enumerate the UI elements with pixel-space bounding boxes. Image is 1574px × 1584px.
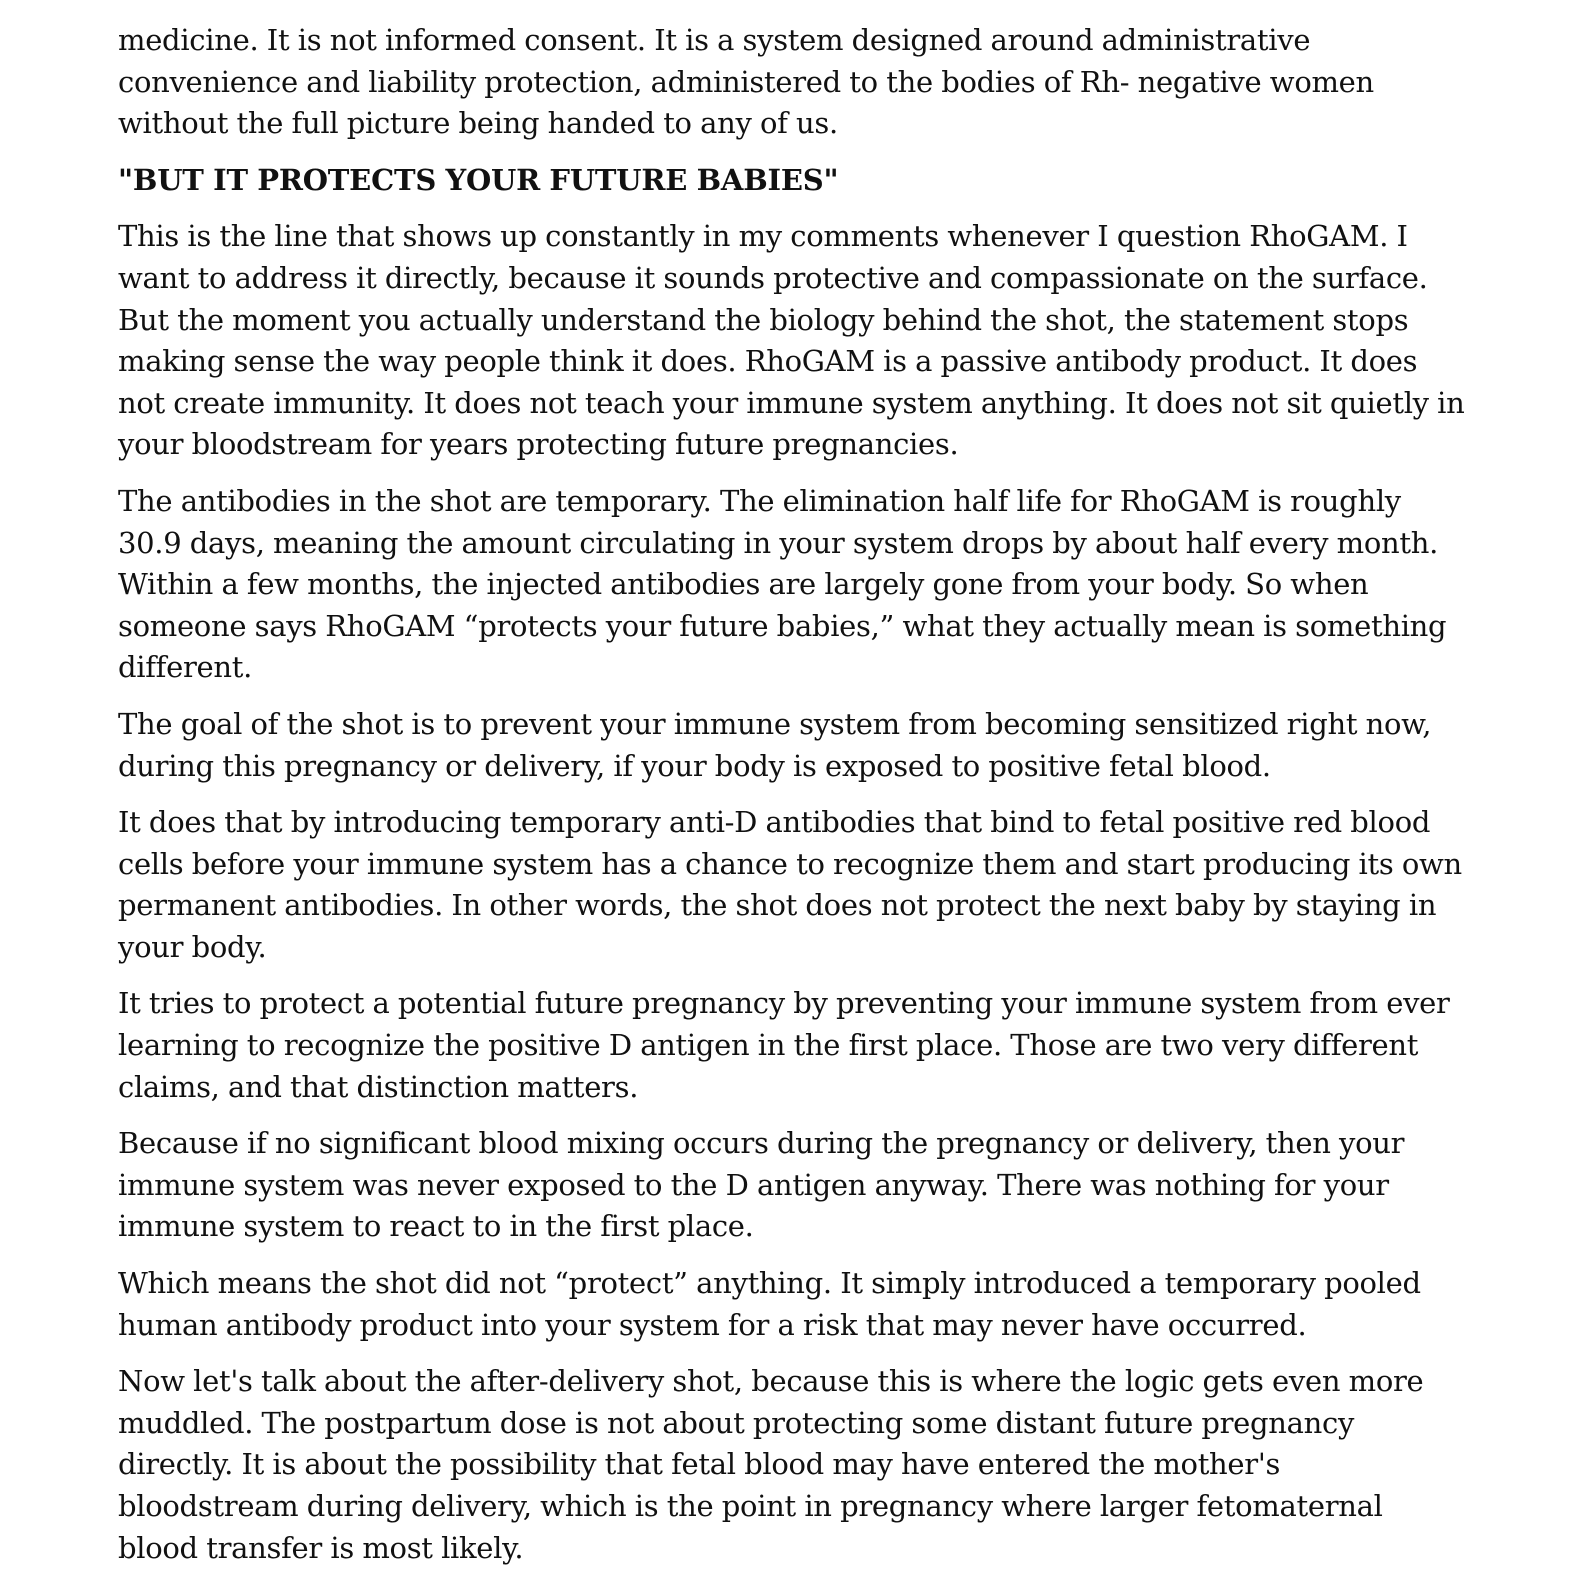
paragraph-6: Because if no significant blood mixing occurs during the pregnancy or delivery, then your immune system was never exposed to the D antigen anyway. There was nothing for your immune system to react to in the first place. (118, 1126, 1405, 1244)
paragraph-4: It does that by introducing temporary anti-D antibodies that bind to fetal positive red blood cells before your immune system has a chance to recognize them and start producing its own permanent antibodies. In other words, the shot does not protect the next baby by staying in your body. (118, 805, 1462, 964)
article-body (118, 20, 1468, 1584)
paragraph-1: This is the line that shows up constantly in my comments whenever I question RhoGAM. I want to address it directly, because it sounds protective and compassionate on the surface. But the moment you actually understand the biology behind the shot, the statement stops making sense the way people think it does. RhoGAM is a passive antibody product. It does not create immunity. It does not teach your immune system anything. It does not sit quietly in your bloodstream for years protecting future pregnancies. (118, 219, 1465, 462)
paragraph-7: Which means the shot did not “protect” anything. It simply introduced a temporary pooled human antibody product into your system for a risk that may never have occurred. (118, 1266, 1421, 1342)
paragraph-8: Now let's talk about the after-delivery shot, because this is where the logic gets even more muddled. The postpartum dose is not about protecting some distant future pregnancy directly. It is about the possibility that fetal blood may have entered the mother's bloodstream during delivery, which is the point in pregnancy where larger fetomaternal blood transfer is most likely. (118, 1364, 1424, 1565)
paragraph-3: The goal of the shot is to prevent your immune system from becoming sensitized right now, during this pregnancy or delivery, if your body is exposed to positive fetal blood. (118, 706, 1432, 783)
section-heading: "BUT IT PROTECTS YOUR FUTURE BABIES" (118, 162, 839, 197)
paragraph-2: The antibodies in the shot are temporary. The elimination half life for RhoGAM is roughly 30.9 days, meaning the amount circulating in your system drops by about half every month. Within a few months, the injected antibodies are largely gone from your body. So when someone says RhoGAM “protects your future babies,” what they actually mean is something different. (118, 483, 1447, 685)
paragraph-5: It tries to protect a potential future pregnancy by preventing your immune system from ever learning to recognize the positive D antigen in the first place. Those are two very different claims, and that distinction matters. (118, 986, 1450, 1104)
intro-paragraph: medicine. It is not informed consent. It is a system designed around administrative convenience and liability protection, administered to the bodies of Rh- negative women without the full picture being handed to any of us. (118, 23, 1374, 141)
